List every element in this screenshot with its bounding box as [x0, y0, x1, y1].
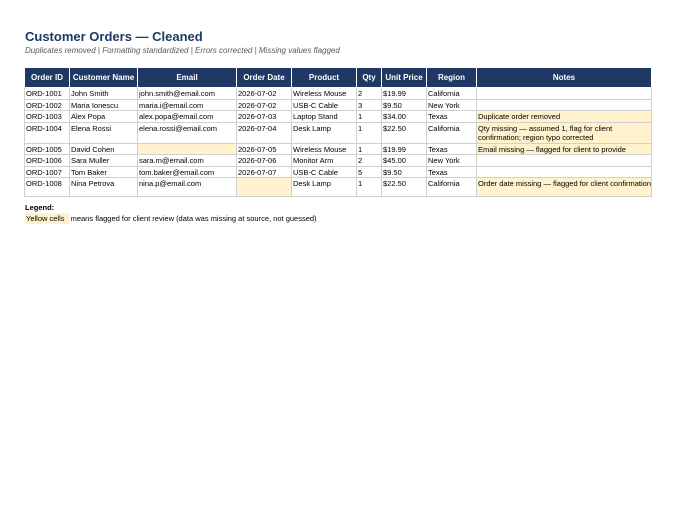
- header-product: Product: [292, 68, 357, 88]
- legend-title: Legend:: [25, 203, 55, 212]
- header-customer-name: Customer Name: [70, 68, 138, 88]
- cell-order-date: 2026-07-02: [237, 99, 292, 111]
- cell-notes: [477, 166, 652, 178]
- cell-unit-price: $19.99: [382, 88, 427, 100]
- table-row: [25, 155, 652, 167]
- cell-customer-name: Alex Popa: [70, 111, 138, 123]
- table-row: [25, 111, 652, 123]
- cell-customer-name: Sara Muller: [70, 155, 138, 167]
- cell-qty: 2: [357, 88, 382, 100]
- cell-product: Laptop Stand: [292, 111, 357, 123]
- cell-order-id: ORD-1003: [25, 111, 70, 123]
- cell-order-id: ORD-1002: [25, 99, 70, 111]
- header-unit-price: Unit Price: [382, 68, 427, 88]
- cell-product: Wireless Mouse: [292, 143, 357, 155]
- cell-email: tom.baker@email.com: [138, 166, 237, 178]
- cell-order-date: 2026-07-03: [237, 111, 292, 123]
- page-title: Customer Orders — Cleaned: [25, 29, 203, 44]
- cell-qty: 2: [357, 155, 382, 167]
- cell-email: sara.m@email.com: [138, 155, 237, 167]
- legend-swatch: Yellow cells: [25, 213, 69, 224]
- table-row: [25, 88, 652, 100]
- cell-customer-name: Elena Rossi: [70, 122, 138, 143]
- cell-notes-flagged: Order date missing — flagged for client confirmation: [477, 178, 652, 197]
- cell-unit-price: $22.50: [382, 178, 427, 197]
- page-subtitle: Duplicates removed | Formatting standardized | Errors corrected | Missing values flagged: [25, 46, 340, 55]
- cell-product: Monitor Arm: [292, 155, 357, 167]
- cell-unit-price: $9.50: [382, 99, 427, 111]
- header-notes: Notes: [477, 68, 652, 88]
- cell-qty: 1: [357, 178, 382, 197]
- cell-region: California: [427, 122, 477, 143]
- cell-region: Texas: [427, 111, 477, 123]
- cell-region: California: [427, 178, 477, 197]
- cell-product: USB-C Cable: [292, 99, 357, 111]
- cell-qty: 5: [357, 166, 382, 178]
- cell-order-id: ORD-1005: [25, 143, 70, 155]
- cell-customer-name: Tom Baker: [70, 166, 138, 178]
- cell-unit-price: $34.00: [382, 111, 427, 123]
- cell-order-id: ORD-1004: [25, 122, 70, 143]
- cell-notes-flagged: Email missing — flagged for client to provide: [477, 143, 652, 155]
- cell-notes: [477, 155, 652, 167]
- cell-product: Desk Lamp: [292, 178, 357, 197]
- orders-table: [24, 67, 652, 197]
- cell-customer-name: Nina Petrova: [70, 178, 138, 197]
- cell-order-date-flagged: [237, 178, 292, 197]
- cell-product: Desk Lamp: [292, 122, 357, 143]
- cell-order-date: 2026-07-07: [237, 166, 292, 178]
- cell-order-id: ORD-1001: [25, 88, 70, 100]
- cell-order-id: ORD-1008: [25, 178, 70, 197]
- cell-email: john.smith@email.com: [138, 88, 237, 100]
- cell-unit-price: $19.99: [382, 143, 427, 155]
- cell-unit-price: $22.50: [382, 122, 427, 143]
- table-row: [25, 166, 652, 178]
- cell-notes-flagged: Duplicate order removed: [477, 111, 652, 123]
- cell-qty: 1: [357, 143, 382, 155]
- table-row: [25, 143, 652, 155]
- cell-email: nina.p@email.com: [138, 178, 237, 197]
- cell-email: elena.rossi@email.com: [138, 122, 237, 143]
- cell-order-id: ORD-1006: [25, 155, 70, 167]
- cell-region: California: [427, 88, 477, 100]
- cell-notes: [477, 99, 652, 111]
- cell-customer-name: John Smith: [70, 88, 138, 100]
- legend-row: [25, 213, 317, 224]
- header-email: Email: [138, 68, 237, 88]
- cell-customer-name: David Cohen: [70, 143, 138, 155]
- cell-region: New York: [427, 99, 477, 111]
- cell-order-date: 2026-07-05: [237, 143, 292, 155]
- cell-order-date: 2026-07-04: [237, 122, 292, 143]
- cell-qty: 1: [357, 122, 382, 143]
- cell-product: USB-C Cable: [292, 166, 357, 178]
- header-order-id: Order ID: [25, 68, 70, 88]
- cell-order-id: ORD-1007: [25, 166, 70, 178]
- cell-region: Texas: [427, 166, 477, 178]
- cell-email: alex.popa@email.com: [138, 111, 237, 123]
- cell-notes: [477, 88, 652, 100]
- cell-email: maria.i@email.com: [138, 99, 237, 111]
- cell-order-date: 2026-07-06: [237, 155, 292, 167]
- table-row: [25, 99, 652, 111]
- cell-customer-name: Maria Ionescu: [70, 99, 138, 111]
- cell-order-date: 2026-07-02: [237, 88, 292, 100]
- table-row: [25, 122, 652, 143]
- cell-region: Texas: [427, 143, 477, 155]
- cell-email-flagged: [138, 143, 237, 155]
- cell-qty: 3: [357, 99, 382, 111]
- header-order-date: Order Date: [237, 68, 292, 88]
- header-qty: Qty: [357, 68, 382, 88]
- cell-notes-flagged: Qty missing — assumed 1, flag for client confirmation; region typo corrected: [477, 122, 652, 143]
- table-row: [25, 178, 652, 197]
- cell-unit-price: $45.00: [382, 155, 427, 167]
- cell-unit-price: $9.50: [382, 166, 427, 178]
- legend-description: means flagged for client review (data was missing at source, not guessed): [70, 214, 317, 223]
- cell-region: New York: [427, 155, 477, 167]
- table-header-row: [25, 68, 652, 88]
- cell-qty: 1: [357, 111, 382, 123]
- cell-product: Wireless Mouse: [292, 88, 357, 100]
- header-region: Region: [427, 68, 477, 88]
